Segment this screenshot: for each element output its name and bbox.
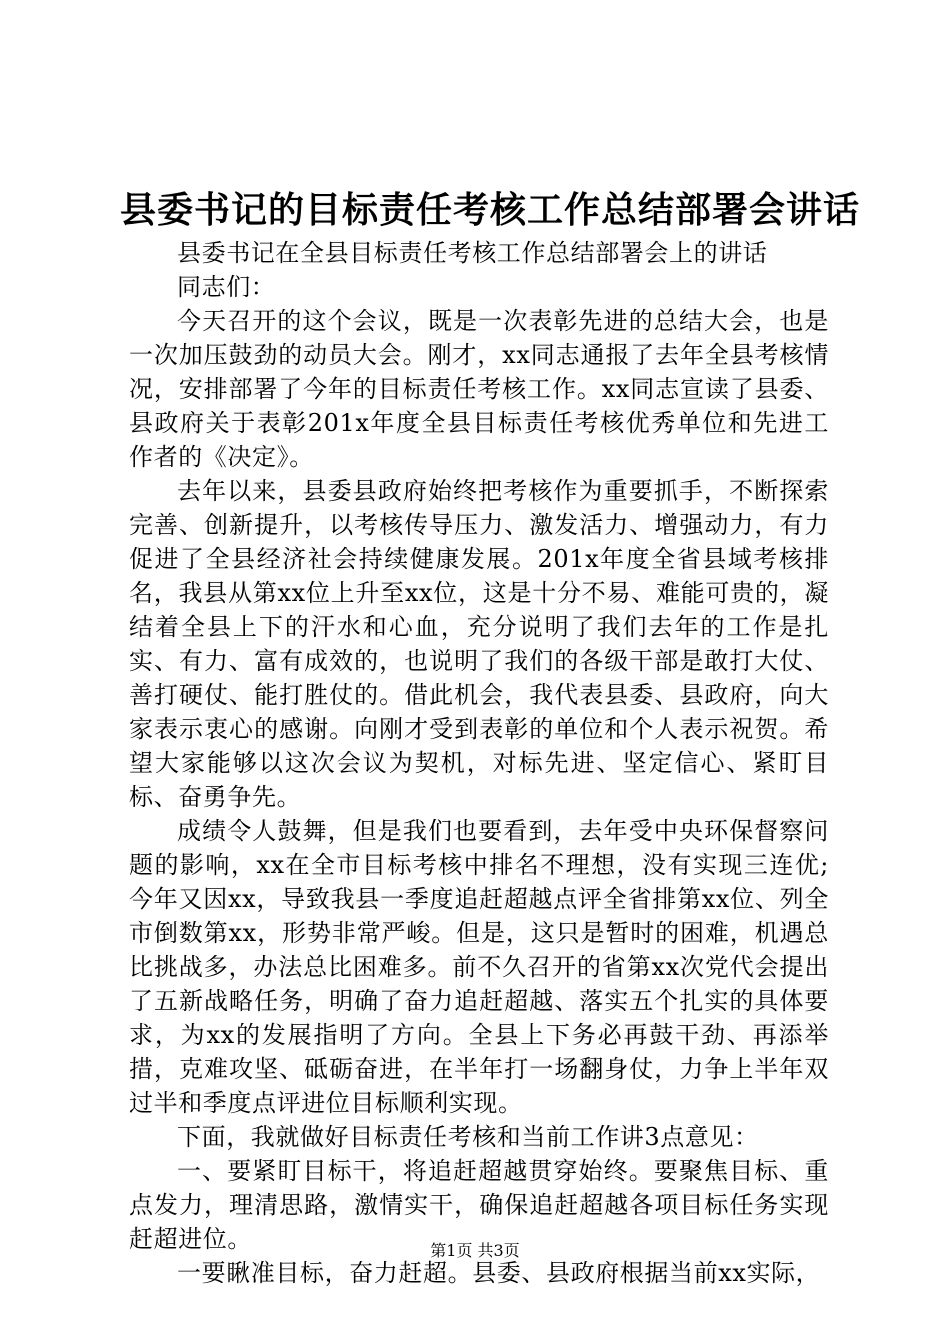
document-title: 县委书记的目标责任考核工作总结部署会讲话: [120, 190, 861, 231]
document-body: [129, 236, 829, 1290]
page-number-footer: 第1页 共3页: [430, 1241, 520, 1260]
paragraph: 成绩令人鼓舞，但是我们也要看到，去年受中央环保督察问题的影响，xx在全市目标考核中排名不理想，没有实现三连优;今年又因xx，导致我县一季度追赶超越点评全省排第xx位、列全市倒数第xx，形势非常严峻。但是，这只是暂时的困难，机遇总比挑战多，办法总比困难多。前不久召开的省第xx次党代会提出了五新战略任务，明确了奋力追赶超越、落实五个扎实的具体要求，为xx的发展指明了方向。全县上下务必再鼓干劲、再添举措，克难攻坚、砥砺奋进，在半年打一场翻身仗，力争上半年双过半和季度点评进位目标顺利实现。: [129, 817, 829, 1117]
paragraph: 去年以来，县委县政府始终把考核作为重要抓手，不断探索完善、创新提升，以考核传导压力、激发活力、增强动力，有力促进了全县经济社会持续健康发展。201x年度全省县域考核排名，我县从第xx位上升至xx位，这是十分不易、难能可贵的，凝结着全县上下的汗水和心血，充分说明了我们去年的工作是扎实、有力、富有成效的，也说明了我们的各级干部是敢打大仗、善打硬仗、能打胜仗的。借此机会，我代表县委、县政府，向大家表示衷心的感谢。向刚才受到表彰的单位和个人表示祝贺。希望大家能够以这次会议为契机，对标先进、坚定信心、紧盯目标、奋勇争先。: [129, 477, 829, 811]
salutation: 同志们：: [177, 273, 276, 301]
speech-subtitle: 县委书记在全县目标责任考核工作总结部署会上的讲话: [177, 239, 768, 267]
paragraph: 下面，我就做好目标责任考核和当前工作讲3点意见：: [177, 1123, 759, 1151]
paragraph: 今天召开的这个会议，既是一次表彰先进的总结大会，也是一次加压鼓劲的动员大会。刚才，xx同志通报了去年全县考核情况，安排部署了今年的目标责任考核工作。xx同志宣读了县委、县政府关于表彰201x年度全县目标责任考核优秀单位和先进工作者的《决定》。: [129, 307, 829, 471]
paragraph: 一要瞅准目标，奋力赶超。县委、县政府根据当前xx实际，: [177, 1259, 821, 1287]
paragraph: 一、要紧盯目标干，将追赶超越贯穿始终。要聚焦目标、重点发力，理清思路，激情实干，确保追赶超越各项目标任务实现赶超进位。: [129, 1157, 829, 1253]
